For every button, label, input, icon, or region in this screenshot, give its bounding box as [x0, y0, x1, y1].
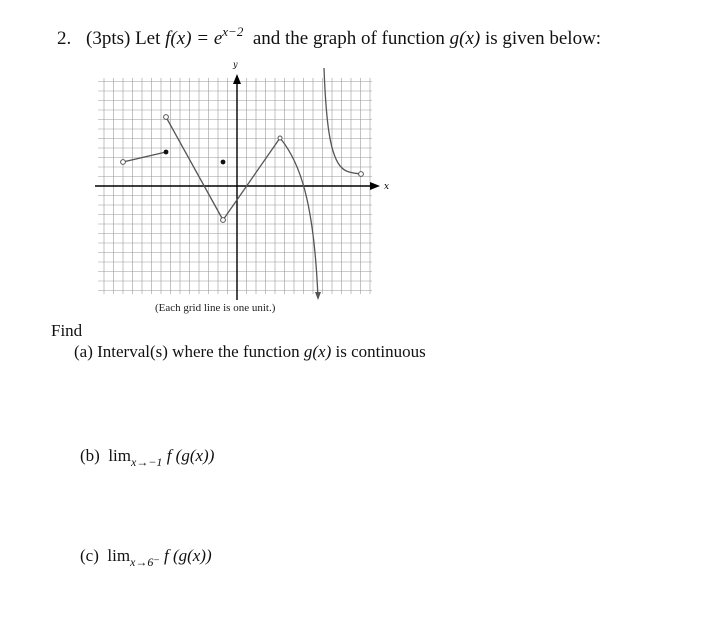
- x-axis-label: x: [384, 182, 390, 192]
- open-point: [359, 172, 364, 177]
- asymptote-arrow-icon: [315, 292, 321, 300]
- open-point: [121, 160, 126, 165]
- graph-caption: (Each grid line is one unit.): [155, 302, 276, 314]
- part-b: [80, 446, 215, 469]
- open-point: [164, 115, 169, 120]
- part-b-lim: lim: [108, 446, 131, 465]
- part-c-prefix: (c): [80, 546, 99, 565]
- part-a-function: g(x): [303, 342, 332, 361]
- closed-point: [221, 160, 226, 165]
- f-exponent: x−2: [222, 24, 244, 39]
- question-tail: is given below:: [484, 28, 602, 49]
- closed-point: [164, 150, 169, 155]
- curve-segment-3: [223, 138, 280, 220]
- part-a-prefix: (a) Interval(s) where the function: [74, 342, 300, 361]
- y-axis-arrow-icon: [233, 74, 241, 84]
- question-points: (3pts): [86, 28, 131, 49]
- part-b-limit-subscript: x→−1: [131, 455, 163, 469]
- find-label: Find: [51, 321, 83, 340]
- graph-figure: [90, 62, 390, 302]
- graph-svg: [90, 62, 390, 302]
- part-c-limit-subscript: x→6⁻: [130, 555, 160, 569]
- y-axis-label: y: [233, 62, 238, 69]
- part-c-expression: f (g(x)): [163, 546, 212, 565]
- x-axis-arrow-icon: [370, 182, 380, 190]
- curve-segment-5: [324, 68, 361, 174]
- part-c-lim: lim: [107, 546, 131, 565]
- f-definition: f(x) = e: [165, 28, 223, 49]
- part-a-suffix: is continuous: [335, 342, 426, 361]
- question-lead: Let: [135, 28, 161, 49]
- g-name: g(x): [449, 28, 481, 49]
- open-point: [278, 136, 282, 140]
- part-b-expression: f (g(x)): [166, 446, 215, 465]
- question-number: 2.: [57, 28, 72, 49]
- question-header: [57, 24, 602, 50]
- curve-segment-4: [280, 138, 318, 298]
- part-c: [80, 546, 212, 569]
- part-b-prefix: (b): [80, 446, 100, 465]
- curve-segment-2: [166, 117, 223, 220]
- question-middle: and the graph of function: [252, 28, 445, 49]
- curve-segment-1: [123, 152, 166, 162]
- part-a: [74, 342, 426, 362]
- open-point: [221, 218, 226, 223]
